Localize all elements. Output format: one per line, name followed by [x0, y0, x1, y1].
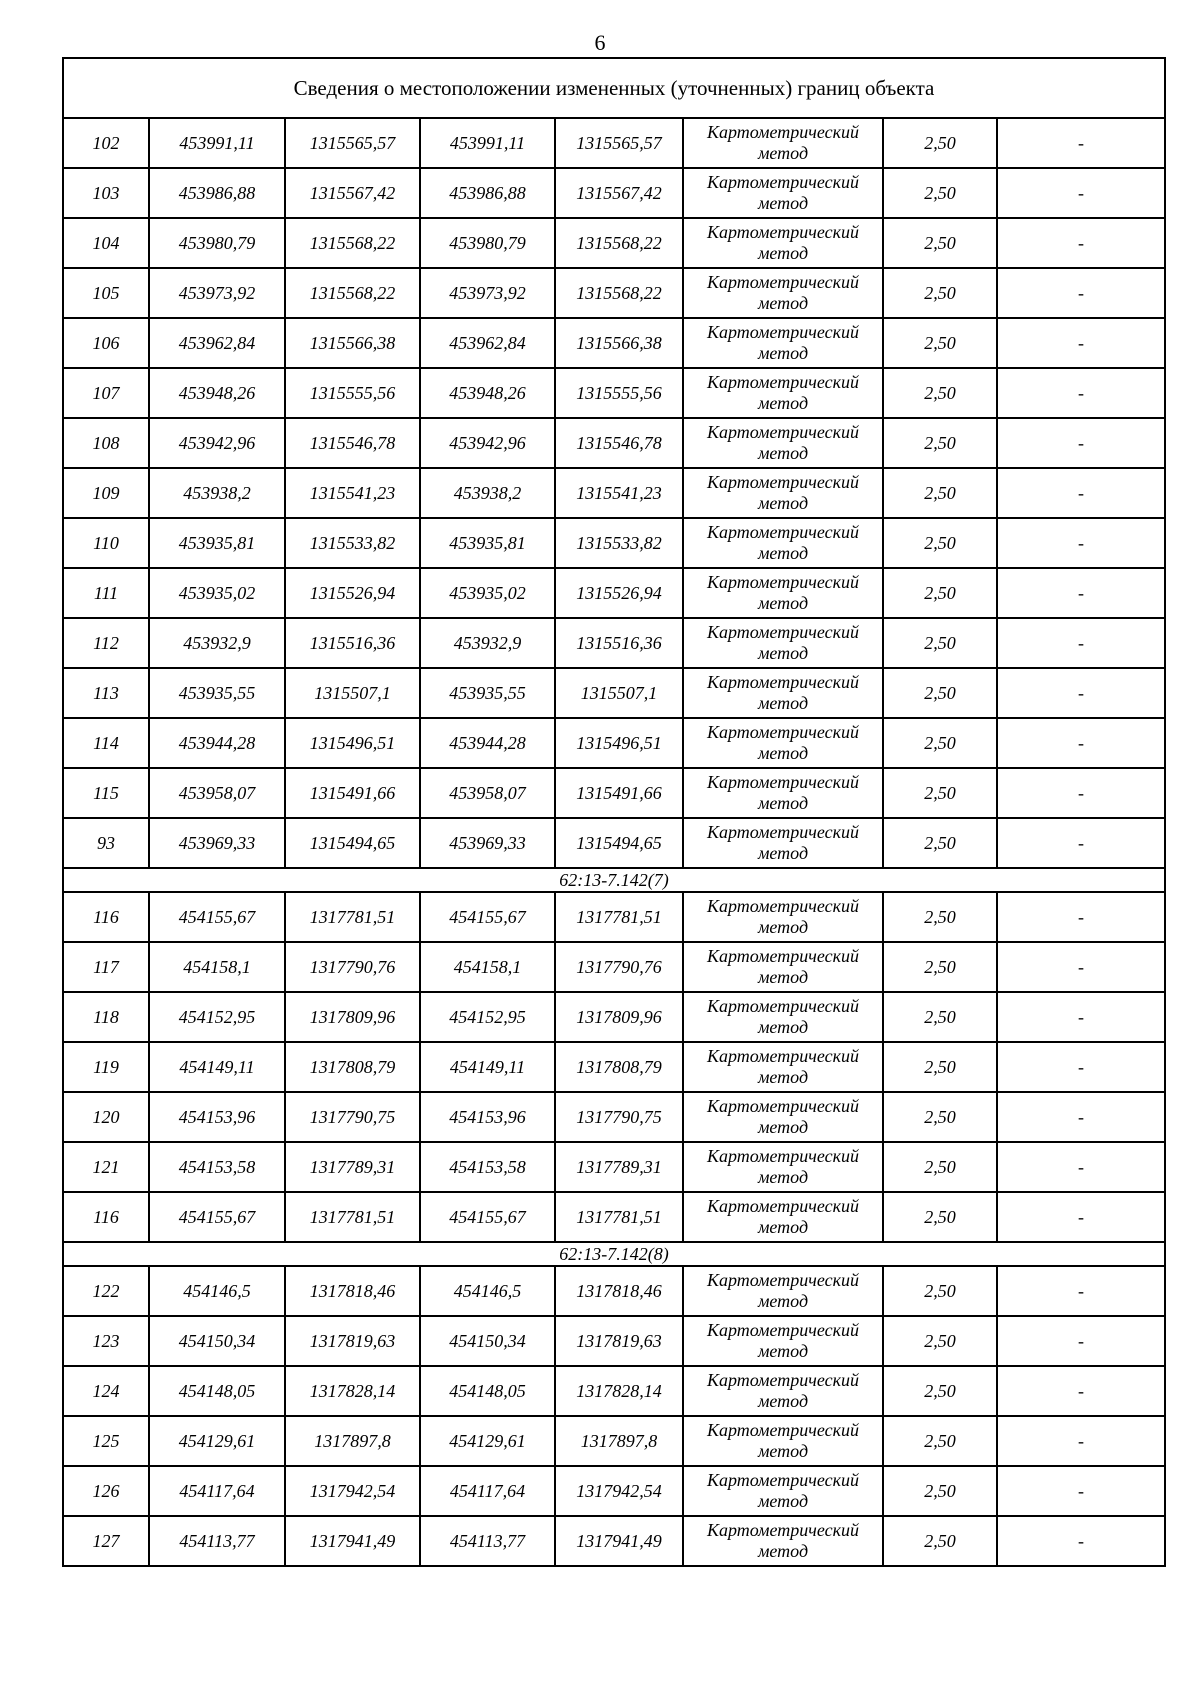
refined-x-cell: 454158,1 — [420, 942, 555, 992]
method-cell — [683, 318, 883, 368]
method-label: Картометрический метод — [706, 1146, 859, 1187]
existing-y-cell: 1315568,22 — [285, 218, 420, 268]
existing-x-cell: 454148,05 — [149, 1366, 285, 1416]
method-label: Картометрический метод — [706, 946, 859, 987]
table-row — [63, 1142, 1165, 1192]
refined-x-cell: 454149,11 — [420, 1042, 555, 1092]
refined-x-cell: 454150,34 — [420, 1316, 555, 1366]
table-row — [63, 368, 1165, 418]
point-number-cell: 112 — [63, 618, 149, 668]
point-number-cell: 125 — [63, 1416, 149, 1466]
method-label: Картометрический метод — [706, 172, 859, 213]
method-cell — [683, 1316, 883, 1366]
refined-y-cell: 1315566,38 — [555, 318, 683, 368]
existing-y-cell: 1317790,75 — [285, 1092, 420, 1142]
existing-x-cell: 454153,96 — [149, 1092, 285, 1142]
page-number: 6 — [594, 30, 606, 55]
method-label: Картометрический метод — [706, 996, 859, 1037]
existing-x-cell: 453973,92 — [149, 268, 285, 318]
existing-x-cell: 454155,67 — [149, 892, 285, 942]
note-cell: - — [997, 892, 1165, 942]
accuracy-cell: 2,50 — [883, 1316, 997, 1366]
table-row — [63, 218, 1165, 268]
method-label: Картометрический метод — [706, 1096, 859, 1137]
table-row — [63, 468, 1165, 518]
point-number-cell: 115 — [63, 768, 149, 818]
note-cell: - — [997, 418, 1165, 468]
table-row — [63, 1192, 1165, 1242]
existing-y-cell: 1315555,56 — [285, 368, 420, 418]
existing-x-cell: 453938,2 — [149, 468, 285, 518]
point-number-cell: 118 — [63, 992, 149, 1042]
point-number-cell: 103 — [63, 168, 149, 218]
refined-y-cell: 1317942,54 — [555, 1466, 683, 1516]
refined-x-cell: 453935,02 — [420, 568, 555, 618]
accuracy-cell: 2,50 — [883, 768, 997, 818]
existing-y-cell: 1317942,54 — [285, 1466, 420, 1516]
accuracy-cell: 2,50 — [883, 718, 997, 768]
refined-y-cell: 1315568,22 — [555, 218, 683, 268]
existing-y-cell: 1317819,63 — [285, 1316, 420, 1366]
existing-y-cell: 1317828,14 — [285, 1366, 420, 1416]
refined-y-cell: 1317790,75 — [555, 1092, 683, 1142]
refined-x-cell: 454153,96 — [420, 1092, 555, 1142]
method-cell — [683, 218, 883, 268]
table-title: Сведения о местоположении измененных (уточненных) границ объекта — [63, 58, 1165, 118]
refined-x-cell: 453969,33 — [420, 818, 555, 868]
accuracy-cell: 2,50 — [883, 818, 997, 868]
note-cell: - — [997, 268, 1165, 318]
point-number-cell: 126 — [63, 1466, 149, 1516]
method-label: Картометрический метод — [706, 722, 859, 763]
existing-x-cell: 453986,88 — [149, 168, 285, 218]
method-cell — [683, 1266, 883, 1316]
refined-x-cell: 454129,61 — [420, 1416, 555, 1466]
table-row — [63, 1466, 1165, 1516]
method-label: Картометрический метод — [706, 622, 859, 663]
refined-x-cell: 453973,92 — [420, 268, 555, 318]
note-cell: - — [997, 618, 1165, 668]
accuracy-cell: 2,50 — [883, 418, 997, 468]
refined-y-cell: 1317819,63 — [555, 1316, 683, 1366]
table-row — [63, 1366, 1165, 1416]
existing-y-cell: 1317941,49 — [285, 1516, 420, 1566]
point-number-cell: 105 — [63, 268, 149, 318]
note-cell: - — [997, 668, 1165, 718]
existing-x-cell: 453948,26 — [149, 368, 285, 418]
accuracy-cell: 2,50 — [883, 992, 997, 1042]
note-cell: - — [997, 768, 1165, 818]
existing-y-cell: 1317790,76 — [285, 942, 420, 992]
accuracy-cell: 2,50 — [883, 1516, 997, 1566]
table-row — [63, 1316, 1165, 1366]
refined-x-cell: 454146,5 — [420, 1266, 555, 1316]
table-row — [63, 1416, 1165, 1466]
table-title-row — [63, 58, 1165, 118]
existing-x-cell: 453935,55 — [149, 668, 285, 718]
point-number-cell: 110 — [63, 518, 149, 568]
method-cell — [683, 1516, 883, 1566]
accuracy-cell: 2,50 — [883, 268, 997, 318]
point-number-cell: 124 — [63, 1366, 149, 1416]
table-row — [63, 942, 1165, 992]
refined-y-cell: 1315507,1 — [555, 668, 683, 718]
existing-x-cell: 453962,84 — [149, 318, 285, 368]
note-cell: - — [997, 1316, 1165, 1366]
existing-y-cell: 1315565,57 — [285, 118, 420, 168]
note-cell: - — [997, 992, 1165, 1042]
refined-y-cell: 1315555,56 — [555, 368, 683, 418]
existing-y-cell: 1315568,22 — [285, 268, 420, 318]
method-cell — [683, 518, 883, 568]
point-number-cell: 116 — [63, 1192, 149, 1242]
table-row — [63, 618, 1165, 668]
note-cell: - — [997, 1516, 1165, 1566]
point-number-cell: 111 — [63, 568, 149, 618]
refined-y-cell: 1315565,57 — [555, 118, 683, 168]
table-row — [63, 568, 1165, 618]
refined-x-cell: 454155,67 — [420, 1192, 555, 1242]
note-cell: - — [997, 468, 1165, 518]
refined-y-cell: 1315568,22 — [555, 268, 683, 318]
table-row — [63, 518, 1165, 568]
existing-x-cell: 454158,1 — [149, 942, 285, 992]
method-cell — [683, 892, 883, 942]
point-number-cell: 109 — [63, 468, 149, 518]
method-label: Картометрический метод — [706, 1046, 859, 1087]
existing-x-cell: 453932,9 — [149, 618, 285, 668]
accuracy-cell: 2,50 — [883, 1266, 997, 1316]
accuracy-cell: 2,50 — [883, 518, 997, 568]
section-heading: 62:13-7.142(8) — [63, 1242, 1165, 1266]
existing-y-cell: 1315546,78 — [285, 418, 420, 468]
existing-y-cell: 1315494,65 — [285, 818, 420, 868]
method-cell — [683, 1416, 883, 1466]
existing-y-cell: 1315496,51 — [285, 718, 420, 768]
method-label: Картометрический метод — [706, 472, 859, 513]
refined-x-cell: 454152,95 — [420, 992, 555, 1042]
refined-y-cell: 1317941,49 — [555, 1516, 683, 1566]
method-label: Картометрический метод — [706, 1320, 859, 1361]
existing-y-cell: 1317781,51 — [285, 1192, 420, 1242]
point-number-cell: 116 — [63, 892, 149, 942]
note-cell: - — [997, 1042, 1165, 1092]
refined-y-cell: 1315526,94 — [555, 568, 683, 618]
method-label: Картометрический метод — [706, 1420, 859, 1461]
note-cell: - — [997, 318, 1165, 368]
note-cell: - — [997, 1266, 1165, 1316]
refined-x-cell: 453958,07 — [420, 768, 555, 818]
refined-y-cell: 1315541,23 — [555, 468, 683, 518]
refined-x-cell: 453942,96 — [420, 418, 555, 468]
accuracy-cell: 2,50 — [883, 1042, 997, 1092]
existing-y-cell: 1315533,82 — [285, 518, 420, 568]
refined-y-cell: 1317781,51 — [555, 892, 683, 942]
accuracy-cell: 2,50 — [883, 1466, 997, 1516]
existing-x-cell: 453969,33 — [149, 818, 285, 868]
note-cell: - — [997, 368, 1165, 418]
note-cell: - — [997, 218, 1165, 268]
table-row — [63, 668, 1165, 718]
method-cell — [683, 1092, 883, 1142]
refined-x-cell: 453935,81 — [420, 518, 555, 568]
table-row — [63, 268, 1165, 318]
table-row — [63, 168, 1165, 218]
section-heading-row — [63, 1242, 1165, 1266]
method-cell — [683, 568, 883, 618]
method-label: Картометрический метод — [706, 822, 859, 863]
method-cell — [683, 718, 883, 768]
method-label: Картометрический метод — [706, 772, 859, 813]
note-cell: - — [997, 1192, 1165, 1242]
accuracy-cell: 2,50 — [883, 318, 997, 368]
existing-y-cell: 1315516,36 — [285, 618, 420, 668]
existing-y-cell: 1317897,8 — [285, 1416, 420, 1466]
refined-x-cell: 453932,9 — [420, 618, 555, 668]
method-cell — [683, 1192, 883, 1242]
method-cell — [683, 468, 883, 518]
method-cell — [683, 1466, 883, 1516]
table-row — [63, 992, 1165, 1042]
existing-x-cell: 454146,5 — [149, 1266, 285, 1316]
refined-x-cell: 453935,55 — [420, 668, 555, 718]
accuracy-cell: 2,50 — [883, 468, 997, 518]
note-cell: - — [997, 1092, 1165, 1142]
existing-x-cell: 454155,67 — [149, 1192, 285, 1242]
existing-y-cell: 1315526,94 — [285, 568, 420, 618]
method-cell — [683, 618, 883, 668]
accuracy-cell: 2,50 — [883, 368, 997, 418]
refined-x-cell: 453962,84 — [420, 318, 555, 368]
method-label: Картометрический метод — [706, 272, 859, 313]
method-label: Картометрический метод — [706, 1520, 859, 1561]
existing-x-cell: 454153,58 — [149, 1142, 285, 1192]
point-number-cell: 123 — [63, 1316, 149, 1366]
table-row — [63, 118, 1165, 168]
method-label: Картометрический метод — [706, 1370, 859, 1411]
accuracy-cell: 2,50 — [883, 942, 997, 992]
method-label: Картометрический метод — [706, 422, 859, 463]
existing-x-cell: 454113,77 — [149, 1516, 285, 1566]
method-label: Картометрический метод — [706, 122, 859, 163]
refined-x-cell: 453986,88 — [420, 168, 555, 218]
table-row — [63, 768, 1165, 818]
accuracy-cell: 2,50 — [883, 568, 997, 618]
note-cell: - — [997, 118, 1165, 168]
method-cell — [683, 168, 883, 218]
accuracy-cell: 2,50 — [883, 1192, 997, 1242]
accuracy-cell: 2,50 — [883, 1092, 997, 1142]
existing-y-cell: 1315567,42 — [285, 168, 420, 218]
refined-y-cell: 1317818,46 — [555, 1266, 683, 1316]
accuracy-cell: 2,50 — [883, 618, 997, 668]
refined-x-cell: 454155,67 — [420, 892, 555, 942]
method-label: Картометрический метод — [706, 672, 859, 713]
method-label: Картометрический метод — [706, 1470, 859, 1511]
refined-x-cell: 454153,58 — [420, 1142, 555, 1192]
refined-x-cell: 454148,05 — [420, 1366, 555, 1416]
note-cell: - — [997, 942, 1165, 992]
method-cell — [683, 668, 883, 718]
existing-x-cell: 454150,34 — [149, 1316, 285, 1366]
point-number-cell: 93 — [63, 818, 149, 868]
existing-y-cell: 1317809,96 — [285, 992, 420, 1042]
table-row — [63, 1266, 1165, 1316]
existing-x-cell: 454117,64 — [149, 1466, 285, 1516]
refined-y-cell: 1315567,42 — [555, 168, 683, 218]
refined-y-cell: 1317897,8 — [555, 1416, 683, 1466]
existing-y-cell: 1317789,31 — [285, 1142, 420, 1192]
refined-y-cell: 1317808,79 — [555, 1042, 683, 1092]
existing-x-cell: 453942,96 — [149, 418, 285, 468]
boundary-coordinates-table — [62, 57, 1166, 1567]
note-cell: - — [997, 518, 1165, 568]
method-label: Картометрический метод — [706, 896, 859, 937]
method-label: Картометрический метод — [706, 572, 859, 613]
note-cell: - — [997, 168, 1165, 218]
refined-y-cell: 1315496,51 — [555, 718, 683, 768]
existing-y-cell: 1315566,38 — [285, 318, 420, 368]
refined-y-cell: 1315516,36 — [555, 618, 683, 668]
method-cell — [683, 942, 883, 992]
method-label: Картометрический метод — [706, 522, 859, 563]
table-row — [63, 718, 1165, 768]
method-cell — [683, 418, 883, 468]
point-number-cell: 120 — [63, 1092, 149, 1142]
existing-x-cell: 453935,81 — [149, 518, 285, 568]
note-cell: - — [997, 568, 1165, 618]
table-row — [63, 318, 1165, 368]
table-row — [63, 1516, 1165, 1566]
refined-y-cell: 1315546,78 — [555, 418, 683, 468]
refined-y-cell: 1317828,14 — [555, 1366, 683, 1416]
method-cell — [683, 1142, 883, 1192]
existing-x-cell: 453980,79 — [149, 218, 285, 268]
point-number-cell: 117 — [63, 942, 149, 992]
point-number-cell: 102 — [63, 118, 149, 168]
accuracy-cell: 2,50 — [883, 1142, 997, 1192]
table-row — [63, 1042, 1165, 1092]
accuracy-cell: 2,50 — [883, 118, 997, 168]
existing-y-cell: 1317818,46 — [285, 1266, 420, 1316]
accuracy-cell: 2,50 — [883, 1366, 997, 1416]
accuracy-cell: 2,50 — [883, 218, 997, 268]
method-label: Картометрический метод — [706, 1270, 859, 1311]
existing-x-cell: 453935,02 — [149, 568, 285, 618]
section-heading-row — [63, 868, 1165, 892]
existing-x-cell: 454152,95 — [149, 992, 285, 1042]
note-cell: - — [997, 818, 1165, 868]
refined-y-cell: 1315533,82 — [555, 518, 683, 568]
method-cell — [683, 818, 883, 868]
method-cell — [683, 118, 883, 168]
existing-y-cell: 1315541,23 — [285, 468, 420, 518]
method-cell — [683, 992, 883, 1042]
accuracy-cell: 2,50 — [883, 168, 997, 218]
accuracy-cell: 2,50 — [883, 668, 997, 718]
point-number-cell: 113 — [63, 668, 149, 718]
refined-x-cell: 453980,79 — [420, 218, 555, 268]
refined-x-cell: 454117,64 — [420, 1466, 555, 1516]
note-cell: - — [997, 1142, 1165, 1192]
method-label: Картометрический метод — [706, 1196, 859, 1237]
existing-x-cell: 453958,07 — [149, 768, 285, 818]
refined-y-cell: 1317781,51 — [555, 1192, 683, 1242]
method-label: Картометрический метод — [706, 322, 859, 363]
method-cell — [683, 268, 883, 318]
table-row — [63, 1092, 1165, 1142]
point-number-cell: 107 — [63, 368, 149, 418]
existing-y-cell: 1317808,79 — [285, 1042, 420, 1092]
method-cell — [683, 1042, 883, 1092]
note-cell: - — [997, 1466, 1165, 1516]
table-row — [63, 892, 1165, 942]
refined-y-cell: 1317809,96 — [555, 992, 683, 1042]
refined-y-cell: 1317789,31 — [555, 1142, 683, 1192]
point-number-cell: 119 — [63, 1042, 149, 1092]
note-cell: - — [997, 1416, 1165, 1466]
point-number-cell: 127 — [63, 1516, 149, 1566]
existing-x-cell: 454129,61 — [149, 1416, 285, 1466]
refined-x-cell: 453948,26 — [420, 368, 555, 418]
method-label: Картометрический метод — [706, 222, 859, 263]
point-number-cell: 106 — [63, 318, 149, 368]
point-number-cell: 122 — [63, 1266, 149, 1316]
method-cell — [683, 768, 883, 818]
existing-y-cell: 1317781,51 — [285, 892, 420, 942]
refined-x-cell: 453938,2 — [420, 468, 555, 518]
point-number-cell: 114 — [63, 718, 149, 768]
table-row — [63, 418, 1165, 468]
method-cell — [683, 368, 883, 418]
method-label: Картометрический метод — [706, 372, 859, 413]
existing-x-cell: 453991,11 — [149, 118, 285, 168]
refined-y-cell: 1317790,76 — [555, 942, 683, 992]
refined-x-cell: 454113,77 — [420, 1516, 555, 1566]
refined-y-cell: 1315491,66 — [555, 768, 683, 818]
refined-x-cell: 453991,11 — [420, 118, 555, 168]
note-cell: - — [997, 718, 1165, 768]
existing-y-cell: 1315507,1 — [285, 668, 420, 718]
table-row — [63, 818, 1165, 868]
refined-y-cell: 1315494,65 — [555, 818, 683, 868]
accuracy-cell: 2,50 — [883, 892, 997, 942]
existing-y-cell: 1315491,66 — [285, 768, 420, 818]
point-number-cell: 108 — [63, 418, 149, 468]
point-number-cell: 121 — [63, 1142, 149, 1192]
existing-x-cell: 453944,28 — [149, 718, 285, 768]
method-cell — [683, 1366, 883, 1416]
section-heading: 62:13-7.142(7) — [63, 868, 1165, 892]
note-cell: - — [997, 1366, 1165, 1416]
refined-x-cell: 453944,28 — [420, 718, 555, 768]
point-number-cell: 104 — [63, 218, 149, 268]
accuracy-cell: 2,50 — [883, 1416, 997, 1466]
existing-x-cell: 454149,11 — [149, 1042, 285, 1092]
